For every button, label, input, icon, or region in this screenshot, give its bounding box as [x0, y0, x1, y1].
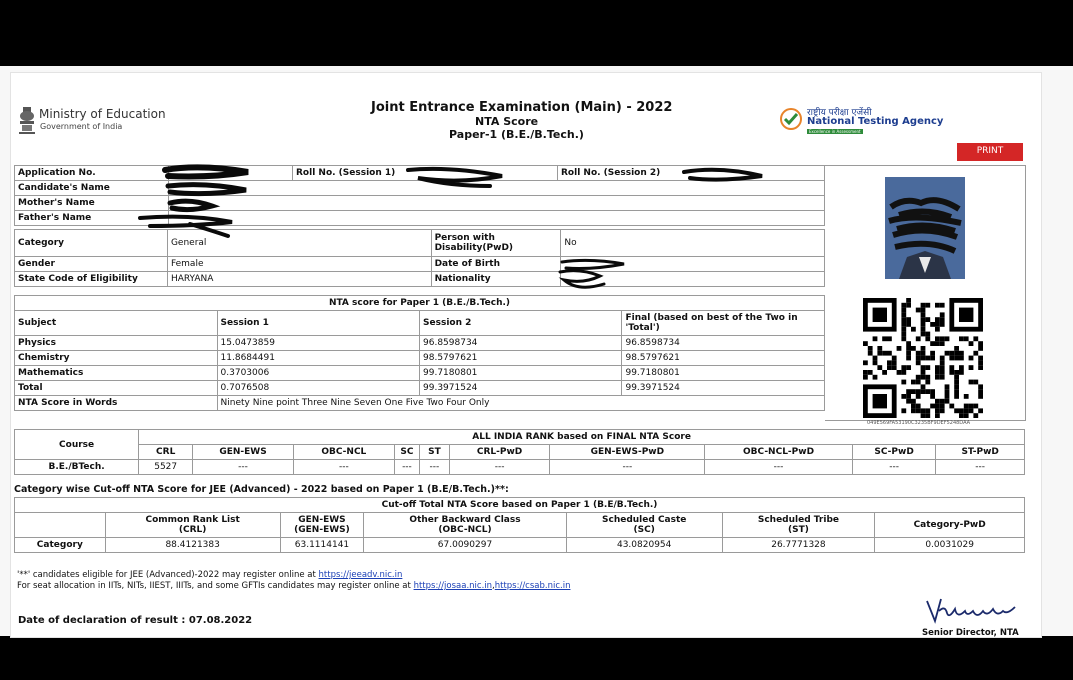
cutoff-heading: Cut-off Total NTA Score based on Paper 1 (B.E/B.Tech.): [15, 498, 1025, 513]
score-header-subject: Subject: [15, 311, 218, 336]
cutoff-row-label: Category: [15, 538, 106, 553]
cutoff-col-pwd: Category-PwD: [875, 513, 1025, 538]
session1-score: 11.8684491: [217, 351, 419, 366]
course-value: B.E./BTech.: [15, 460, 139, 475]
father-name-label: Father's Name: [15, 211, 169, 226]
subject-name: Chemistry: [15, 351, 218, 366]
rank-col-sc-pwd: SC-PwD: [852, 445, 935, 460]
cutoff-value: 67.0090297: [364, 538, 567, 553]
cutoff-col-line2: (ST): [788, 525, 809, 535]
score-header-final: Final (based on best of the Two in 'Total'): [622, 311, 825, 336]
rank-col-crl-pwd: CRL-PwD: [449, 445, 550, 460]
ministry-name: Ministry of Education: [39, 107, 166, 121]
exam-title: Joint Entrance Examination (Main) - 2022: [371, 100, 673, 115]
ministry-subtitle: Government of India: [40, 122, 123, 131]
rank-value: ---: [394, 460, 419, 475]
rank-col-obc-ncl-pwd: OBC-NCL-PwD: [705, 445, 853, 460]
rank-col-st-pwd: ST-PwD: [936, 445, 1025, 460]
final-score: 99.7180801: [622, 366, 825, 381]
rank-value: 5527: [139, 460, 193, 475]
category-label: Category: [15, 230, 168, 257]
score-words-label: NTA Score in Words: [15, 396, 218, 411]
session2-score: 99.7180801: [420, 366, 622, 381]
nta-tagline: Excellence in Assessment: [809, 129, 861, 134]
josaa-link[interactable]: https://josaa.nic.in: [413, 581, 493, 591]
pwd-label: Person with Disability(PwD): [431, 230, 561, 257]
note-1-text: '**' candidates eligible for JEE (Advanced)-2022 may register online at: [17, 570, 319, 580]
session2-score: 99.3971524: [420, 381, 622, 396]
cutoff-value: 63.1114141: [280, 538, 363, 553]
note-2-separator: ,: [492, 581, 495, 591]
cutoff-col-line1: Common Rank List: [145, 515, 240, 525]
final-score: 98.5797621: [622, 351, 825, 366]
gender-label: Gender: [15, 257, 168, 272]
cutoff-value: 26.7771328: [722, 538, 875, 553]
rank-col-obc-ncl: OBC-NCL: [293, 445, 394, 460]
session1-score: 0.7076508: [217, 381, 419, 396]
mother-name-label: Mother's Name: [15, 196, 169, 211]
cutoff-col-line2: (GEN-EWS): [294, 525, 350, 535]
final-score: 96.8598734: [622, 336, 825, 351]
rank-value: ---: [193, 460, 294, 475]
cutoff-col-line2: (CRL): [178, 525, 207, 535]
subject-name: Mathematics: [15, 366, 218, 381]
rank-value: ---: [550, 460, 705, 475]
score-words-value: Ninety Nine point Three Nine Seven One Five Two Four Only: [217, 396, 824, 411]
cutoff-col-line1: GEN-EWS: [298, 515, 346, 525]
cutoff-col-line1: Other Backward Class: [409, 515, 521, 525]
final-score: 99.3971524: [622, 381, 825, 396]
candidate-name-label: Candidate's Name: [15, 181, 169, 196]
signatory-title: Senior Director, NTA: [922, 628, 1019, 638]
rank-value: ---: [420, 460, 450, 475]
cutoff-col-line2: (SC): [633, 525, 655, 535]
cutoff-value: 88.4121383: [105, 538, 280, 553]
rank-value: ---: [449, 460, 550, 475]
jeeadv-link[interactable]: https://jeeadv.nic.in: [318, 570, 403, 580]
session1-score: 15.0473859: [217, 336, 419, 351]
roll-session1-label: Roll No. (Session 1): [293, 166, 558, 181]
print-button[interactable]: PRINT: [957, 143, 1023, 161]
cutoff-title: Category wise Cut-off NTA Score for JEE (Advanced) - 2022 based on Paper 1 (B.E/B.Tech.)**:: [14, 484, 509, 495]
session2-score: 98.5797621: [420, 351, 622, 366]
pwd-value: No: [561, 230, 825, 257]
cutoff-value: 0.0031029: [875, 538, 1025, 553]
qr-code-text: 049E569FA53190C3235BF9DEF5248DAA: [867, 420, 971, 426]
rank-value: ---: [705, 460, 853, 475]
roll-session2-label: Roll No. (Session 2): [558, 166, 825, 181]
nta-english-name: National Testing Agency: [807, 116, 944, 127]
rank-value: ---: [852, 460, 935, 475]
state-code-value: HARYANA: [167, 272, 431, 287]
session2-score: 96.8598734: [420, 336, 622, 351]
application-no-label: Application No.: [15, 166, 169, 181]
rank-value: ---: [936, 460, 1025, 475]
rank-value: ---: [293, 460, 394, 475]
rank-heading: ALL INDIA RANK based on FINAL NTA Score: [139, 430, 1025, 445]
cutoff-col-line2: (OBC-NCL): [438, 525, 492, 535]
cutoff-col-line1: Scheduled Caste: [602, 515, 687, 525]
declaration-date: Date of declaration of result : 07.08.2022: [18, 615, 253, 626]
gender-value: Female: [167, 257, 431, 272]
score-header-session2: Session 2: [420, 311, 622, 336]
csab-link[interactable]: https://csab.nic.in: [494, 581, 571, 591]
category-value: General: [167, 230, 431, 257]
score-table-heading: NTA score for Paper 1 (B.E./B.Tech.): [15, 296, 825, 311]
rank-col-st: ST: [420, 445, 450, 460]
nationality-label: Nationality: [431, 272, 561, 287]
session1-score: 0.3703006: [217, 366, 419, 381]
paper-subtitle: Paper-1 (B.E./B.Tech.): [449, 128, 584, 141]
nta-hindi-name: राष्ट्रीय परीक्षा एजेंसी: [807, 108, 872, 118]
rank-col-sc: SC: [394, 445, 419, 460]
cutoff-value: 43.0820954: [566, 538, 722, 553]
dob-label: Date of Birth: [431, 257, 561, 272]
score-subtitle: NTA Score: [475, 115, 539, 128]
course-header: Course: [15, 430, 139, 460]
rank-col-gen-ews: GEN-EWS: [193, 445, 294, 460]
subject-name: Total: [15, 381, 218, 396]
cutoff-col-line1: Scheduled Tribe: [757, 515, 840, 525]
rank-col-crl: CRL: [139, 445, 193, 460]
rank-col-gen-ews-pwd: GEN-EWS-PwD: [550, 445, 705, 460]
subject-name: Physics: [15, 336, 218, 351]
state-code-label: State Code of Eligibility: [15, 272, 168, 287]
note-2-text: For seat allocation in IITs, NITs, IIEST, IIITs, and some GFTIs candidates may register online at: [17, 581, 414, 591]
score-header-session1: Session 1: [217, 311, 419, 336]
